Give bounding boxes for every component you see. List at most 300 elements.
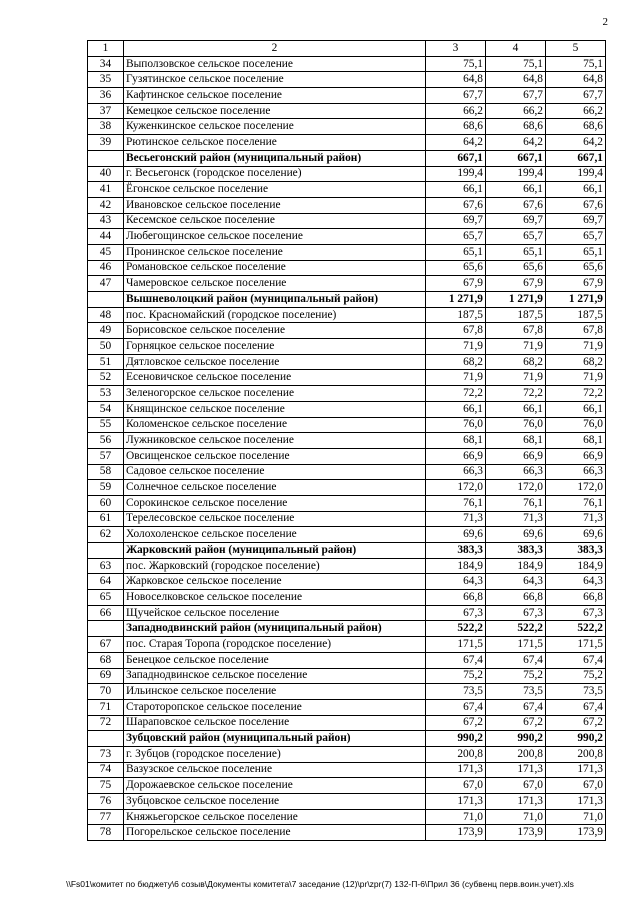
value-col-5: 68,1 (546, 433, 606, 449)
data-table (87, 40, 606, 841)
value-col-4: 67,4 (486, 652, 546, 668)
row-number: 66 (88, 605, 124, 621)
settlement-name: Княщинское сельское поселение (124, 401, 426, 417)
table-row (88, 88, 606, 104)
table-row (88, 825, 606, 841)
value-col-5: 68,2 (546, 354, 606, 370)
table-row (88, 809, 606, 825)
value-col-4: 67,4 (486, 699, 546, 715)
value-col-5: 67,6 (546, 197, 606, 213)
header-col-5: 5 (546, 41, 606, 57)
value-col-4: 65,7 (486, 229, 546, 245)
row-number: 38 (88, 119, 124, 135)
value-col-5: 66,2 (546, 103, 606, 119)
value-col-4: 71,9 (486, 339, 546, 355)
value-col-4: 67,0 (486, 778, 546, 794)
settlement-name: Погорельское сельское поселение (124, 825, 426, 841)
value-col-4: 66,9 (486, 448, 546, 464)
table-row (88, 464, 606, 480)
row-number: 71 (88, 699, 124, 715)
value-col-3: 173,9 (426, 825, 486, 841)
table-row (88, 433, 606, 449)
row-number: 70 (88, 684, 124, 700)
value-col-3: 65,7 (426, 229, 486, 245)
value-col-5: 990,2 (546, 731, 606, 747)
table-row (88, 605, 606, 621)
settlement-name: Зеленогорское сельское поселение (124, 386, 426, 402)
row-number: 52 (88, 370, 124, 386)
value-col-5: 71,3 (546, 511, 606, 527)
row-number: 55 (88, 417, 124, 433)
table-row (88, 527, 606, 543)
value-col-5: 67,9 (546, 276, 606, 292)
settlement-name: Западнодвинское сельское поселение (124, 668, 426, 684)
table-row (88, 699, 606, 715)
value-col-5: 71,9 (546, 339, 606, 355)
settlement-name: Овсищенское сельское поселение (124, 448, 426, 464)
settlement-name: Пронинское сельское поселение (124, 244, 426, 260)
settlement-name: Западнодвинский район (муниципальный район) (124, 621, 426, 637)
value-col-5: 68,6 (546, 119, 606, 135)
settlement-name: Ивановское сельское поселение (124, 197, 426, 213)
value-col-4: 171,5 (486, 637, 546, 653)
table-row (88, 276, 606, 292)
row-number: 78 (88, 825, 124, 841)
row-number: 60 (88, 495, 124, 511)
table-row (88, 119, 606, 135)
table-row (88, 637, 606, 653)
value-col-4: 75,1 (486, 56, 546, 72)
settlement-name: Ёгонское сельское поселение (124, 182, 426, 198)
value-col-3: 1 271,9 (426, 292, 486, 308)
value-col-5: 67,7 (546, 88, 606, 104)
value-col-3: 76,0 (426, 417, 486, 433)
value-col-5: 67,8 (546, 323, 606, 339)
settlement-name: пос. Жарковский (городское поселение) (124, 558, 426, 574)
settlement-name: Солнечное сельское поселение (124, 480, 426, 496)
header-col-4: 4 (486, 41, 546, 57)
table-row (88, 166, 606, 182)
value-col-5: 199,4 (546, 166, 606, 182)
value-col-4: 68,2 (486, 354, 546, 370)
row-number (88, 731, 124, 747)
table-row (88, 197, 606, 213)
value-col-4: 64,3 (486, 574, 546, 590)
row-number: 35 (88, 72, 124, 88)
settlement-name: Шараповское сельское поселение (124, 715, 426, 731)
value-col-4: 66,1 (486, 182, 546, 198)
value-col-5: 64,8 (546, 72, 606, 88)
value-col-4: 66,3 (486, 464, 546, 480)
table-row (88, 495, 606, 511)
row-number: 41 (88, 182, 124, 198)
row-number: 54 (88, 401, 124, 417)
table-row (88, 386, 606, 402)
table-row (88, 448, 606, 464)
value-col-5: 171,3 (546, 762, 606, 778)
settlement-name: Новоселковское сельское поселение (124, 590, 426, 606)
header-col-2: 2 (124, 41, 426, 57)
settlement-name: Весьегонский район (муниципальный район) (124, 150, 426, 166)
settlement-name: г. Весьегонск (городское поселение) (124, 166, 426, 182)
district-total-row (88, 543, 606, 559)
value-col-3: 67,6 (426, 197, 486, 213)
value-col-3: 667,1 (426, 150, 486, 166)
row-number: 74 (88, 762, 124, 778)
settlement-name: Зубцовское сельское поселение (124, 794, 426, 810)
value-col-5: 67,3 (546, 605, 606, 621)
settlement-name: Рютинское сельское поселение (124, 135, 426, 151)
settlement-name: Вазузское сельское поселение (124, 762, 426, 778)
table-row (88, 354, 606, 370)
value-col-5: 66,9 (546, 448, 606, 464)
value-col-5: 383,3 (546, 543, 606, 559)
settlement-name: г. Зубцов (городское поселение) (124, 746, 426, 762)
value-col-4: 64,2 (486, 135, 546, 151)
settlement-name: Зубцовский район (муниципальный район) (124, 731, 426, 747)
value-col-3: 171,3 (426, 794, 486, 810)
value-col-4: 383,3 (486, 543, 546, 559)
table-row (88, 590, 606, 606)
value-col-3: 200,8 (426, 746, 486, 762)
table-row (88, 746, 606, 762)
value-col-4: 69,7 (486, 213, 546, 229)
value-col-4: 71,9 (486, 370, 546, 386)
row-number: 39 (88, 135, 124, 151)
value-col-3: 990,2 (426, 731, 486, 747)
value-col-5: 71,9 (546, 370, 606, 386)
table-row (88, 417, 606, 433)
settlement-name: Кесемское сельское поселение (124, 213, 426, 229)
value-col-5: 173,9 (546, 825, 606, 841)
value-col-5: 67,0 (546, 778, 606, 794)
district-total-row (88, 621, 606, 637)
row-number: 65 (88, 590, 124, 606)
value-col-4: 75,2 (486, 668, 546, 684)
table-row (88, 213, 606, 229)
page-number: 2 (602, 16, 608, 28)
value-col-4: 64,8 (486, 72, 546, 88)
settlement-name: Сорокинское сельское поселение (124, 495, 426, 511)
table-row (88, 652, 606, 668)
value-col-3: 187,5 (426, 307, 486, 323)
value-col-3: 67,2 (426, 715, 486, 731)
value-col-5: 65,6 (546, 260, 606, 276)
value-col-5: 64,3 (546, 574, 606, 590)
value-col-3: 69,6 (426, 527, 486, 543)
value-col-3: 66,1 (426, 182, 486, 198)
row-number: 51 (88, 354, 124, 370)
value-col-3: 71,9 (426, 339, 486, 355)
row-number: 69 (88, 668, 124, 684)
value-col-5: 65,1 (546, 244, 606, 260)
row-number: 57 (88, 448, 124, 464)
table-row (88, 668, 606, 684)
value-col-3: 68,6 (426, 119, 486, 135)
row-number (88, 621, 124, 637)
value-col-3: 75,2 (426, 668, 486, 684)
table-row (88, 307, 606, 323)
settlement-name: Куженкинское сельское поселение (124, 119, 426, 135)
value-col-5: 66,8 (546, 590, 606, 606)
settlement-name: Горняцкое сельское поселение (124, 339, 426, 355)
table-row (88, 72, 606, 88)
settlement-name: Гузятинское сельское поселение (124, 72, 426, 88)
value-col-5: 67,2 (546, 715, 606, 731)
value-col-4: 199,4 (486, 166, 546, 182)
value-col-3: 64,3 (426, 574, 486, 590)
value-col-4: 184,9 (486, 558, 546, 574)
value-col-3: 199,4 (426, 166, 486, 182)
row-number: 44 (88, 229, 124, 245)
row-number: 53 (88, 386, 124, 402)
district-total-row (88, 292, 606, 308)
value-col-4: 72,2 (486, 386, 546, 402)
value-col-5: 72,2 (546, 386, 606, 402)
row-number (88, 543, 124, 559)
table-row (88, 182, 606, 198)
value-col-4: 76,0 (486, 417, 546, 433)
table-body (88, 56, 606, 840)
value-col-3: 67,0 (426, 778, 486, 794)
row-number: 61 (88, 511, 124, 527)
value-col-4: 667,1 (486, 150, 546, 166)
value-col-4: 1 271,9 (486, 292, 546, 308)
row-number: 72 (88, 715, 124, 731)
table-row (88, 794, 606, 810)
value-col-5: 75,1 (546, 56, 606, 72)
row-number (88, 292, 124, 308)
value-col-3: 67,7 (426, 88, 486, 104)
value-col-5: 66,1 (546, 182, 606, 198)
value-col-3: 67,8 (426, 323, 486, 339)
value-col-5: 184,9 (546, 558, 606, 574)
row-number: 42 (88, 197, 124, 213)
table-row (88, 684, 606, 700)
table-row (88, 401, 606, 417)
value-col-3: 171,3 (426, 762, 486, 778)
value-col-5: 67,4 (546, 652, 606, 668)
settlement-name: Коломенское сельское поселение (124, 417, 426, 433)
row-number: 40 (88, 166, 124, 182)
settlement-name: Ильинское сельское поселение (124, 684, 426, 700)
value-col-3: 67,4 (426, 652, 486, 668)
row-number: 45 (88, 244, 124, 260)
value-col-3: 64,2 (426, 135, 486, 151)
value-col-5: 67,4 (546, 699, 606, 715)
value-col-5: 64,2 (546, 135, 606, 151)
settlement-name: Садовое сельское поселение (124, 464, 426, 480)
table-row (88, 260, 606, 276)
value-col-3: 66,9 (426, 448, 486, 464)
file-path-footer: \\Fs01\комитет по бюджету\6 созыв\Документы комитета\7 заседание (12)\pr\zpr(7) 132-П-6\Прил 36 (субвенц перв.воин.учет).xls (66, 879, 574, 889)
value-col-3: 383,3 (426, 543, 486, 559)
value-col-3: 72,2 (426, 386, 486, 402)
value-col-3: 69,7 (426, 213, 486, 229)
value-col-4: 67,3 (486, 605, 546, 621)
value-col-4: 187,5 (486, 307, 546, 323)
value-col-3: 66,3 (426, 464, 486, 480)
value-col-3: 76,1 (426, 495, 486, 511)
settlement-name: Дятловское сельское поселение (124, 354, 426, 370)
value-col-3: 64,8 (426, 72, 486, 88)
row-number (88, 150, 124, 166)
value-col-4: 65,6 (486, 260, 546, 276)
value-col-4: 171,3 (486, 794, 546, 810)
row-number: 47 (88, 276, 124, 292)
settlement-name: Есеновичское сельское поселение (124, 370, 426, 386)
value-col-3: 65,6 (426, 260, 486, 276)
value-col-3: 71,3 (426, 511, 486, 527)
table-row (88, 244, 606, 260)
value-col-3: 71,0 (426, 809, 486, 825)
value-col-3: 75,1 (426, 56, 486, 72)
value-col-3: 184,9 (426, 558, 486, 574)
value-col-5: 667,1 (546, 150, 606, 166)
value-col-4: 200,8 (486, 746, 546, 762)
value-col-4: 171,3 (486, 762, 546, 778)
settlement-name: Староторопское сельское поселение (124, 699, 426, 715)
value-col-3: 66,2 (426, 103, 486, 119)
row-number: 58 (88, 464, 124, 480)
row-number: 73 (88, 746, 124, 762)
value-col-4: 67,8 (486, 323, 546, 339)
table-row (88, 558, 606, 574)
row-number: 75 (88, 778, 124, 794)
value-col-3: 73,5 (426, 684, 486, 700)
value-col-4: 173,9 (486, 825, 546, 841)
settlement-name: Бенецкое сельское поселение (124, 652, 426, 668)
value-col-3: 67,9 (426, 276, 486, 292)
value-col-3: 522,2 (426, 621, 486, 637)
row-number: 48 (88, 307, 124, 323)
value-col-4: 76,1 (486, 495, 546, 511)
settlement-name: пос. Старая Торопа (городское поселение) (124, 637, 426, 653)
value-col-3: 68,2 (426, 354, 486, 370)
settlement-name: Дорожаевское сельское поселение (124, 778, 426, 794)
settlement-name: Лужниковское сельское поселение (124, 433, 426, 449)
value-col-5: 171,3 (546, 794, 606, 810)
table-row (88, 323, 606, 339)
value-col-5: 75,2 (546, 668, 606, 684)
settlement-name: Терелесовское сельское поселение (124, 511, 426, 527)
row-number: 68 (88, 652, 124, 668)
value-col-4: 67,6 (486, 197, 546, 213)
value-col-4: 990,2 (486, 731, 546, 747)
value-col-4: 66,8 (486, 590, 546, 606)
value-col-3: 67,3 (426, 605, 486, 621)
table-row (88, 103, 606, 119)
value-col-3: 71,9 (426, 370, 486, 386)
value-col-5: 187,5 (546, 307, 606, 323)
value-col-4: 71,3 (486, 511, 546, 527)
row-number: 64 (88, 574, 124, 590)
table-row (88, 339, 606, 355)
row-number: 62 (88, 527, 124, 543)
settlement-name: Жарковское сельское поселение (124, 574, 426, 590)
row-number: 63 (88, 558, 124, 574)
header-col-1: 1 (88, 41, 124, 57)
district-total-row (88, 731, 606, 747)
table-row (88, 56, 606, 72)
settlement-name: Кемецкое сельское поселение (124, 103, 426, 119)
row-number: 59 (88, 480, 124, 496)
value-col-5: 1 271,9 (546, 292, 606, 308)
value-col-5: 522,2 (546, 621, 606, 637)
table-row (88, 480, 606, 496)
row-number: 36 (88, 88, 124, 104)
value-col-5: 65,7 (546, 229, 606, 245)
settlement-name: Кафтинское сельское поселение (124, 88, 426, 104)
header-col-3: 3 (426, 41, 486, 57)
value-col-4: 172,0 (486, 480, 546, 496)
value-col-3: 171,5 (426, 637, 486, 653)
value-col-4: 66,2 (486, 103, 546, 119)
table-row (88, 511, 606, 527)
value-col-5: 69,6 (546, 527, 606, 543)
settlement-name: Княжьегорское сельское поселение (124, 809, 426, 825)
settlement-name: Щучейское сельское поселение (124, 605, 426, 621)
settlement-name: Любегощинское сельское поселение (124, 229, 426, 245)
row-number: 56 (88, 433, 124, 449)
value-col-3: 66,1 (426, 401, 486, 417)
row-number: 67 (88, 637, 124, 653)
value-col-3: 172,0 (426, 480, 486, 496)
value-col-4: 73,5 (486, 684, 546, 700)
settlement-name: Борисовское сельское поселение (124, 323, 426, 339)
value-col-4: 68,1 (486, 433, 546, 449)
value-col-3: 66,8 (426, 590, 486, 606)
value-col-5: 172,0 (546, 480, 606, 496)
row-number: 76 (88, 794, 124, 810)
value-col-5: 69,7 (546, 213, 606, 229)
row-number: 77 (88, 809, 124, 825)
value-col-4: 522,2 (486, 621, 546, 637)
row-number: 50 (88, 339, 124, 355)
value-col-4: 67,7 (486, 88, 546, 104)
value-col-4: 68,6 (486, 119, 546, 135)
table-row (88, 370, 606, 386)
value-col-4: 67,9 (486, 276, 546, 292)
row-number: 37 (88, 103, 124, 119)
value-col-4: 66,1 (486, 401, 546, 417)
row-number: 43 (88, 213, 124, 229)
table-row (88, 135, 606, 151)
table-row (88, 762, 606, 778)
row-number: 49 (88, 323, 124, 339)
settlement-name: Холохоленское сельское поселение (124, 527, 426, 543)
value-col-3: 65,1 (426, 244, 486, 260)
row-number: 46 (88, 260, 124, 276)
value-col-4: 71,0 (486, 809, 546, 825)
table-row (88, 574, 606, 590)
value-col-3: 67,4 (426, 699, 486, 715)
settlement-name: Выползовское сельское поселение (124, 56, 426, 72)
value-col-5: 66,1 (546, 401, 606, 417)
value-col-4: 69,6 (486, 527, 546, 543)
value-col-5: 71,0 (546, 809, 606, 825)
settlement-name: пос. Красномайский (городское поселение) (124, 307, 426, 323)
settlement-name: Вышневолоцкий район (муниципальный район) (124, 292, 426, 308)
value-col-5: 200,8 (546, 746, 606, 762)
table-row (88, 778, 606, 794)
table-row (88, 229, 606, 245)
settlement-name: Романовское сельское поселение (124, 260, 426, 276)
value-col-5: 66,3 (546, 464, 606, 480)
table-header-row (88, 41, 606, 57)
district-total-row (88, 150, 606, 166)
value-col-5: 76,1 (546, 495, 606, 511)
